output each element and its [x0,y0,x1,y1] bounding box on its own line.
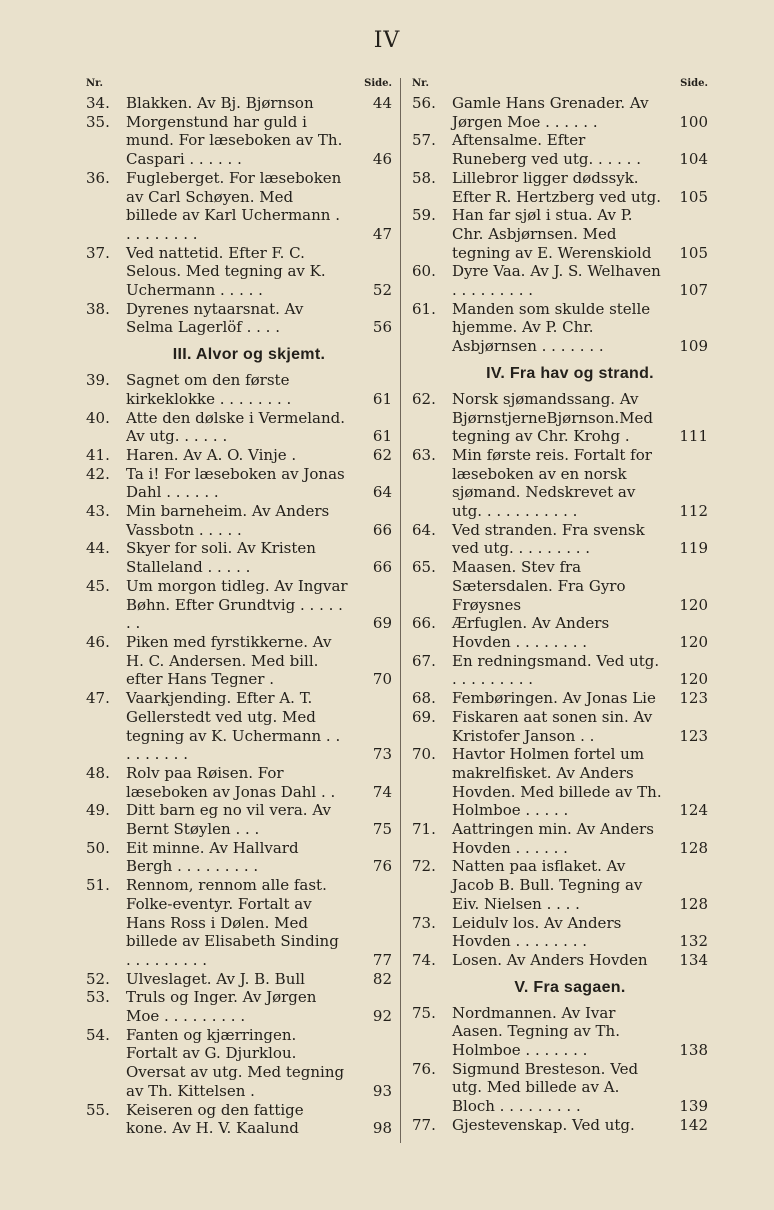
entry-body [126,633,392,689]
column-divider [400,78,401,1143]
entry-body [452,689,708,708]
entry-body [126,577,392,633]
entry-number: 44. [86,539,110,558]
entry-page: 111 [679,427,708,446]
toc-entry [412,1116,708,1135]
entry-body [126,876,392,970]
entry-page: 128 [679,894,708,913]
entry-number: 51. [86,876,110,895]
entry-number: 65. [412,558,436,577]
toc-entry [86,876,392,970]
entry-number: 56. [412,94,436,112]
entry-number: 54. [86,1025,110,1044]
entry-page: 61 [372,427,392,446]
entry-title: Blakken. Av Bj. Bjørnson [126,94,314,112]
entry-page: 77 [372,950,392,969]
column-header [412,74,708,94]
entry-title: Nordmannen. Av Ivar Aasen. Tegning av Th. Holmboe . . . . . . . [452,1003,620,1060]
entry-body [126,113,392,169]
entry-page: 73 [372,745,392,764]
entry-body [452,521,708,558]
entry-title: Min barneheim. Av Anders Vassbotn . . . . . [126,502,330,539]
entry-body [452,951,708,970]
entry-number: 72. [412,857,436,876]
entry-title: Lillebror ligger dødssyk. Efter R. Hertzberg ved utg. [452,168,662,206]
entry-title: Ulveslaget. Av J. B. Bull [126,969,305,988]
column-header [86,74,392,94]
entry-body [452,1060,708,1116]
entry-body [126,300,392,337]
entry-page: 82 [372,969,392,988]
toc-entry [86,244,392,300]
entry-body [452,1004,708,1060]
toc-entry [86,970,392,989]
entry-body [452,300,708,356]
entry-title: Natten paa isflaket. Av Jacob B. Bull. Tegning av Eiv. Nielsen . . . . [452,857,643,913]
entry-title: Piken med fyrstikkerne. Av H. C. Andersen. Med bill. efter Hans Tegner . [126,632,332,689]
header-side-label: Side. [364,78,392,89]
toc-entry [86,839,392,876]
toc-list [86,94,392,1138]
entry-title: Havtor Holmen fortel um makrelfisket. Av Anders Hovden. Med billede av Th. Holmboe . . . . . [452,745,662,820]
entry-page: 98 [372,1119,392,1138]
section-heading: III. Alvor og skjemt. [172,346,326,364]
entry-number: 37. [86,243,110,262]
toc-entry [412,169,708,206]
entry-body [126,1026,392,1101]
entry-title: Dyre Vaa. Av J. S. Welhaven . . . . . . . . . [452,262,661,300]
entry-page: 123 [679,726,708,745]
entry-number: 39. [86,371,110,390]
entry-page: 52 [372,281,392,300]
entry-title: Dyrenes nytaarsnat. Av Selma Lagerlöf . . . . [126,299,304,337]
toc-entry [412,446,708,521]
toc-entry [86,446,392,465]
entry-title: Aftensalme. Efter Runeberg ved utg. . . . . . [452,131,641,169]
toc-entry [86,409,392,446]
toc-entry [86,371,392,408]
entry-title: Morgenstund har guld i mund. For læseboken av Th. Caspari . . . . . . [126,112,343,169]
entry-number: 53. [86,988,110,1007]
entry-body [452,708,708,745]
entry-page: 66 [372,520,392,539]
entry-title: Aattringen min. Av Anders Hovden . . . . . . [452,820,654,857]
entry-body [126,988,392,1025]
toc-entry [412,94,708,131]
entry-body [452,390,708,446]
entry-body [452,745,708,820]
entry-number: 55. [86,1100,110,1119]
entry-title: Ditt barn eg no vil vera. Av Bernt Støylen . . . [126,801,332,839]
entry-body [126,371,392,408]
entry-page: 123 [679,689,708,708]
entry-number: 68. [412,689,436,708]
entry-title: Atte den dølske i Vermeland. Av utg. . . . . . [126,408,345,446]
left-column [86,74,392,1138]
entry-page: 76 [372,857,392,876]
entry-title: Um morgon tidleg. Av Ingvar Bøhn. Efter Grundtvig . . . . . . . [126,576,348,633]
entry-number: 75. [412,1003,436,1022]
toc-entry [412,708,708,745]
entry-body [452,446,708,521]
header-nr-label: Nr. [412,78,429,89]
entry-page: 100 [679,112,708,131]
toc-entry [412,558,708,614]
entry-page: 120 [679,595,708,614]
entry-page: 138 [679,1041,708,1060]
entry-title: Losen. Av Anders Hovden [452,950,648,969]
entry-body [452,169,708,206]
entry-title: Ved nattetid. Efter F. C. Selous. Med tegning av K. Uchermann . . . . . [126,243,326,300]
entry-page: 46 [372,150,392,169]
entry-number: 52. [86,969,110,988]
entry-number: 77. [412,1115,436,1134]
toc-entry [412,745,708,820]
section-heading: V. Fra sagaen. [514,978,626,996]
entry-page: 69 [372,614,392,633]
entry-title: Maasen. Stev fra Sætersdalen. Fra Gyro Frøysnes [452,558,626,614]
entry-page: 62 [372,445,392,464]
entry-body [126,801,392,838]
entry-title: Fanten og kjærringen. Fortalt av G. Djurklou. Oversat av utg. Med tegning av Th. Kittelsen . [126,1025,345,1100]
entry-title: Gjestevenskap. Ved utg. [452,1115,635,1134]
entry-body [452,206,708,262]
entry-title: En redningsmand. Ved utg. . . . . . . . . . [452,651,660,689]
page-number: IV [373,28,401,53]
entry-body [452,262,708,299]
entry-body [126,244,392,300]
toc-entry [86,169,392,244]
entry-body [452,857,708,913]
toc-entry [86,94,392,113]
entry-page: 93 [372,1081,392,1100]
toc-entry [412,614,708,651]
entry-body [452,94,708,131]
entry-title: Leidulv los. Av Anders Hovden . . . . . . . . [452,913,622,951]
toc-entry [86,801,392,838]
toc-entry [86,1026,392,1101]
entry-body [452,131,708,168]
entry-body [126,1101,392,1138]
entry-page: 61 [372,389,392,408]
toc-entry [412,951,708,970]
toc-entry [412,206,708,262]
entry-page: 47 [372,224,392,243]
entry-page: 120 [679,632,708,651]
toc-entry [412,652,708,689]
entry-number: 43. [86,502,110,521]
toc-entry [86,300,392,337]
entry-number: 73. [412,913,436,932]
entry-number: 63. [412,445,436,464]
entry-number: 48. [86,763,110,782]
entry-body [452,652,708,689]
toc-entry [412,820,708,857]
entry-page: 134 [679,950,708,969]
entry-body [452,614,708,651]
entry-number: 62. [412,389,436,408]
toc-entry [86,539,392,576]
toc-entry [86,1101,392,1138]
entry-body [452,1116,708,1135]
entry-page: 75 [372,820,392,839]
entry-page: 64 [372,483,392,502]
entry-page: 132 [679,932,708,951]
section-heading: IV. Fra hav og strand. [486,364,654,382]
toc-entry [412,857,708,913]
entry-title: Sigmund Bresteson. Ved utg. Med billede av A. Bloch . . . . . . . . . [452,1059,639,1116]
entry-title: Gamle Hans Grenader. Av Jørgen Moe . . . . . . [452,94,649,131]
entry-page: 109 [679,337,708,356]
entry-number: 76. [412,1059,436,1078]
toc-entry [86,633,392,689]
entry-title: Eit minne. Av Hallvard Bergh . . . . . . . . . [126,838,299,876]
entry-body [126,169,392,244]
entry-page: 139 [679,1097,708,1116]
entry-page: 74 [372,782,392,801]
header-side-label: Side. [680,78,708,89]
entry-number: 61. [412,299,436,318]
entry-page: 92 [372,1007,392,1026]
toc-entry [86,113,392,169]
toc-entry [86,577,392,633]
toc-list [412,94,708,1135]
entry-page: 124 [679,801,708,820]
entry-body [126,764,392,801]
entry-title: Haren. Av A. O. Vinje . [126,445,297,464]
toc-entry [86,764,392,801]
entry-number: 40. [86,408,110,427]
entry-number: 59. [412,206,436,225]
entry-title: Skyer for soli. Av Kristen Stalleland . . . . . [126,539,316,577]
entry-number: 70. [412,745,436,764]
entry-number: 38. [86,299,110,318]
toc-entry [412,300,708,356]
entry-title: Sagnet om den første kirkeklokke . . . . . . . . [126,371,292,408]
entry-page: 66 [372,558,392,577]
toc-entry [412,1004,708,1060]
entry-page: 128 [679,838,708,857]
toc-entry [412,1060,708,1116]
entry-number: 71. [412,820,436,839]
entry-number: 58. [412,168,436,187]
toc-entry [86,465,392,502]
entry-title: Fiskaren aat sonen sin. Av Kristofer Janson . . [452,707,653,745]
entry-title: Truls og Inger. Av Jørgen Moe . . . . . . . . . [126,988,317,1026]
entry-number: 66. [412,614,436,633]
toc-entry [412,689,708,708]
entry-body [452,820,708,857]
entry-body [126,502,392,539]
entry-page: 105 [679,187,708,206]
entry-title: Ta i! For læseboken av Jonas Dahl . . . . . . [126,464,345,502]
entry-title: Manden som skulde stelle hjemme. Av P. Chr. Asbjørnsen . . . . . . . [452,299,651,356]
entry-page: 105 [679,243,708,262]
right-column [412,74,708,1135]
entry-number: 64. [412,520,436,539]
entry-number: 41. [86,445,110,464]
entry-number: 45. [86,576,110,595]
entry-number: 46. [86,632,110,651]
toc-entry [412,131,708,168]
entry-body [126,94,392,113]
toc-entry [412,914,708,951]
entry-number: 60. [412,262,436,281]
toc-entry [412,262,708,299]
entry-number: 69. [412,707,436,726]
entry-number: 47. [86,689,110,708]
entry-body [126,446,392,465]
entry-title: Ærfuglen. Av Anders Hovden . . . . . . . . [452,614,610,651]
entry-number: 57. [412,131,436,150]
entry-body [452,558,708,614]
entry-number: 74. [412,950,436,969]
entry-title: Vaarkjending. Efter A. T. Gellerstedt ved utg. Med tegning av K. Uchermann . . . . . . . . . [126,689,341,764]
entry-body [126,539,392,576]
entry-title: Min første reis. Fortalt for læseboken av en norsk sjømand. Nedskrevet av utg. . . . . . . . . . . [452,445,652,521]
entry-number: 67. [412,651,436,670]
entry-page: 56 [372,318,392,337]
entry-body [126,689,392,764]
entry-body [452,914,708,951]
entry-title: Keiseren og den fattige kone. Av H. V. Kaalund [126,1100,304,1138]
entry-page: 112 [679,502,708,521]
entry-page: 107 [679,281,708,300]
entry-page: 104 [679,150,708,169]
entry-number: 34. [86,94,110,112]
entry-title: Fembøringen. Av Jonas Lie [452,689,656,708]
entry-title: Ved stranden. Fra svensk ved utg. . . . . . . . . [452,520,645,558]
entry-page: 142 [679,1115,708,1134]
entry-number: 50. [86,838,110,857]
entry-number: 36. [86,168,110,187]
toc-entry [86,689,392,764]
entry-title: Fugleberget. For læseboken av Carl Schøyen. Med billede av Karl Uchermann . . . . . . . . . [126,168,342,243]
entry-body [126,839,392,876]
entry-number: 42. [86,464,110,483]
entry-page: 120 [679,670,708,689]
toc-entry [412,521,708,558]
entry-title: Han far sjøl i stua. Av P. Chr. Asbjørnsen. Med tegning av E. Werenskiold [452,206,652,262]
toc-entry [412,390,708,446]
entry-page: 70 [372,670,392,689]
toc-entry [86,502,392,539]
entry-title: Norsk sjømandssang. Av BjørnstjerneBjørnson.Med tegning av Chr. Krohg . [452,389,654,446]
entry-body [126,970,392,989]
entry-body [126,409,392,446]
entry-number: 35. [86,112,110,131]
toc-entry [86,988,392,1025]
entry-title: Rennom, rennom alle fast. Folke-eventyr. Fortalt av Hans Ross i Dølen. Med billede av Elisabeth Sinding . . . . . . . . . [126,876,339,969]
entry-page: 119 [679,539,708,558]
entry-page: 44 [372,94,392,112]
entry-body [126,465,392,502]
header-nr-label: Nr. [86,78,103,89]
entry-title: Rolv paa Røisen. For læseboken av Jonas Dahl . . [126,763,336,801]
entry-number: 49. [86,801,110,820]
